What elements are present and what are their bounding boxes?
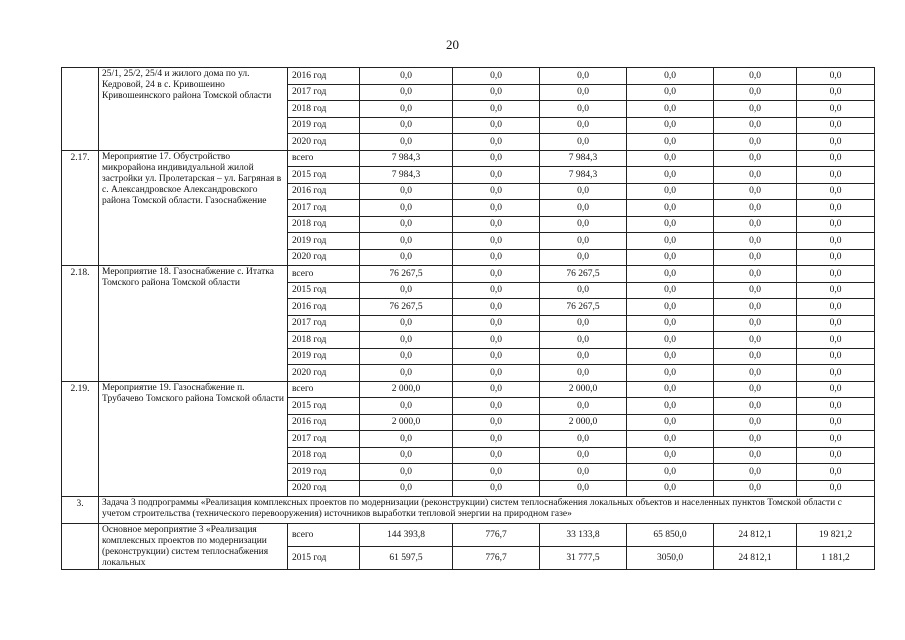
value-cell: 0,0 <box>627 233 714 250</box>
value-cell: 0,0 <box>627 150 714 167</box>
value-cell: 0,0 <box>360 249 453 266</box>
value-cell: 0,0 <box>714 365 797 382</box>
funding-table <box>61 67 875 570</box>
value-cell: 0,0 <box>540 68 627 85</box>
period-label: 2017 год <box>288 84 360 101</box>
item-number <box>62 68 99 151</box>
value-cell: 0,0 <box>797 266 875 283</box>
value-cell: 0,0 <box>627 68 714 85</box>
value-cell: 2 000,0 <box>360 381 453 398</box>
value-cell: 0,0 <box>714 315 797 332</box>
value-cell: 19 821,2 <box>797 524 875 547</box>
value-cell: 0,0 <box>540 365 627 382</box>
value-cell: 0,0 <box>453 381 540 398</box>
period-label: 2019 год <box>288 233 360 250</box>
value-cell: 0,0 <box>360 117 453 134</box>
value-cell: 33 133,8 <box>540 524 627 547</box>
value-cell: 0,0 <box>797 431 875 448</box>
value-cell: 0,0 <box>627 200 714 217</box>
value-cell: 0,0 <box>360 315 453 332</box>
value-cell: 0,0 <box>540 216 627 233</box>
item-number: 2.18. <box>62 266 99 382</box>
value-cell: 0,0 <box>627 216 714 233</box>
value-cell: 0,0 <box>453 183 540 200</box>
value-cell: 0,0 <box>540 464 627 481</box>
value-cell: 0,0 <box>627 134 714 151</box>
value-cell: 0,0 <box>797 464 875 481</box>
value-cell: 0,0 <box>453 464 540 481</box>
value-cell: 0,0 <box>360 68 453 85</box>
value-cell: 0,0 <box>714 134 797 151</box>
item-number: 2.19. <box>62 381 99 497</box>
value-cell: 0,0 <box>714 167 797 184</box>
value-cell: 0,0 <box>540 249 627 266</box>
period-label: 2018 год <box>288 447 360 464</box>
value-cell: 0,0 <box>627 480 714 497</box>
value-cell: 0,0 <box>627 266 714 283</box>
value-cell: 0,0 <box>714 216 797 233</box>
value-cell: 0,0 <box>627 315 714 332</box>
value-cell: 0,0 <box>797 68 875 85</box>
value-cell: 0,0 <box>453 266 540 283</box>
value-cell: 0,0 <box>627 348 714 365</box>
period-label: 2018 год <box>288 216 360 233</box>
period-label: 2020 год <box>288 134 360 151</box>
period-label: всего <box>288 266 360 283</box>
value-cell: 0,0 <box>714 414 797 431</box>
value-cell: 0,0 <box>627 84 714 101</box>
value-cell: 0,0 <box>714 447 797 464</box>
period-label: 2017 год <box>288 315 360 332</box>
value-cell: 0,0 <box>797 134 875 151</box>
value-cell: 0,0 <box>714 398 797 415</box>
item-name: Мероприятие 18. Газоснабжение с. Итатка Томского района Томской области <box>99 266 288 382</box>
value-cell: 0,0 <box>453 282 540 299</box>
period-label: 2019 год <box>288 464 360 481</box>
value-cell: 0,0 <box>797 332 875 349</box>
value-cell: 0,0 <box>360 332 453 349</box>
value-cell: 0,0 <box>714 150 797 167</box>
value-cell: 0,0 <box>453 480 540 497</box>
value-cell: 0,0 <box>453 216 540 233</box>
value-cell: 2 000,0 <box>360 414 453 431</box>
value-cell: 0,0 <box>453 431 540 448</box>
item-name: Основное мероприятие 3 «Реализация комплексных проектов по модернизации (реконструкции) систем теплоснабжения локальных <box>99 524 288 570</box>
value-cell: 0,0 <box>540 315 627 332</box>
value-cell: 0,0 <box>540 332 627 349</box>
value-cell: 0,0 <box>627 398 714 415</box>
value-cell: 0,0 <box>797 348 875 365</box>
value-cell: 31 777,5 <box>540 547 627 570</box>
value-cell: 0,0 <box>360 233 453 250</box>
period-label: 2015 год <box>288 398 360 415</box>
value-cell: 0,0 <box>714 183 797 200</box>
item-name: Мероприятие 19. Газоснабжение п. Трубачево Томского района Томской области <box>99 381 288 497</box>
value-cell: 0,0 <box>360 398 453 415</box>
value-cell: 776,7 <box>453 547 540 570</box>
item-number: 2.17. <box>62 150 99 266</box>
value-cell: 0,0 <box>540 480 627 497</box>
value-cell: 0,0 <box>453 167 540 184</box>
value-cell: 0,0 <box>453 414 540 431</box>
value-cell: 7 984,3 <box>360 167 453 184</box>
value-cell: 61 597,5 <box>360 547 453 570</box>
period-label: 2016 год <box>288 299 360 316</box>
table-row <box>62 381 875 398</box>
value-cell: 0,0 <box>714 282 797 299</box>
value-cell: 144 393,8 <box>360 524 453 547</box>
value-cell: 2 000,0 <box>540 414 627 431</box>
value-cell: 0,0 <box>714 68 797 85</box>
period-label: 2018 год <box>288 101 360 118</box>
value-cell: 0,0 <box>797 101 875 118</box>
value-cell: 0,0 <box>627 381 714 398</box>
value-cell: 0,0 <box>453 68 540 85</box>
value-cell: 0,0 <box>540 117 627 134</box>
value-cell: 0,0 <box>360 200 453 217</box>
value-cell: 0,0 <box>540 282 627 299</box>
period-label: 2020 год <box>288 249 360 266</box>
period-label: всего <box>288 150 360 167</box>
value-cell: 3050,0 <box>627 547 714 570</box>
page-number: 20 <box>446 37 459 52</box>
value-cell: 0,0 <box>797 249 875 266</box>
value-cell: 0,0 <box>627 299 714 316</box>
value-cell: 0,0 <box>627 101 714 118</box>
value-cell: 76 267,5 <box>360 299 453 316</box>
period-label: 2017 год <box>288 200 360 217</box>
value-cell: 0,0 <box>797 216 875 233</box>
value-cell: 0,0 <box>714 117 797 134</box>
value-cell: 0,0 <box>453 398 540 415</box>
value-cell: 0,0 <box>714 381 797 398</box>
table-row <box>62 524 875 547</box>
value-cell: 0,0 <box>714 233 797 250</box>
value-cell: 0,0 <box>540 348 627 365</box>
value-cell: 0,0 <box>627 414 714 431</box>
value-cell: 0,0 <box>360 84 453 101</box>
value-cell: 0,0 <box>360 282 453 299</box>
value-cell: 0,0 <box>714 431 797 448</box>
value-cell: 0,0 <box>797 480 875 497</box>
value-cell: 0,0 <box>540 431 627 448</box>
value-cell: 0,0 <box>540 447 627 464</box>
period-label: 2020 год <box>288 480 360 497</box>
value-cell: 0,0 <box>360 464 453 481</box>
value-cell: 0,0 <box>540 183 627 200</box>
period-label: 2016 год <box>288 183 360 200</box>
value-cell: 0,0 <box>797 167 875 184</box>
value-cell: 0,0 <box>797 365 875 382</box>
value-cell: 0,0 <box>627 332 714 349</box>
value-cell: 0,0 <box>453 233 540 250</box>
value-cell: 0,0 <box>453 84 540 101</box>
value-cell: 0,0 <box>714 200 797 217</box>
value-cell: 65 850,0 <box>627 524 714 547</box>
value-cell: 0,0 <box>797 398 875 415</box>
value-cell: 0,0 <box>627 183 714 200</box>
period-label: 2015 год <box>288 167 360 184</box>
value-cell: 0,0 <box>714 332 797 349</box>
period-label: 2017 год <box>288 431 360 448</box>
value-cell: 0,0 <box>360 216 453 233</box>
period-label: 2020 год <box>288 365 360 382</box>
value-cell: 7 984,3 <box>540 150 627 167</box>
value-cell: 0,0 <box>453 332 540 349</box>
value-cell: 0,0 <box>627 365 714 382</box>
period-label: 2018 год <box>288 332 360 349</box>
value-cell: 0,0 <box>360 348 453 365</box>
value-cell: 24 812,1 <box>714 547 797 570</box>
value-cell: 0,0 <box>453 315 540 332</box>
value-cell: 0,0 <box>360 480 453 497</box>
value-cell: 0,0 <box>453 249 540 266</box>
value-cell: 0,0 <box>360 431 453 448</box>
value-cell: 0,0 <box>627 167 714 184</box>
period-label: 2016 год <box>288 68 360 85</box>
value-cell: 0,0 <box>360 447 453 464</box>
value-cell: 76 267,5 <box>360 266 453 283</box>
task-number: 3. <box>62 497 99 524</box>
value-cell: 0,0 <box>453 299 540 316</box>
value-cell: 0,0 <box>714 299 797 316</box>
value-cell: 0,0 <box>540 200 627 217</box>
value-cell: 1 181,2 <box>797 547 875 570</box>
value-cell: 0,0 <box>627 447 714 464</box>
value-cell: 0,0 <box>797 150 875 167</box>
item-name: Мероприятие 17. Обустройство микрорайона индивидуальной жилой застройки ул. Пролетарская – ул. Багряная в с. Александровское Александровского района Томской области. Газоснабжение <box>99 150 288 266</box>
value-cell: 0,0 <box>797 315 875 332</box>
value-cell: 0,0 <box>540 101 627 118</box>
period-label: 2019 год <box>288 348 360 365</box>
value-cell: 0,0 <box>453 200 540 217</box>
table-row <box>62 266 875 283</box>
value-cell: 0,0 <box>714 84 797 101</box>
value-cell: 7 984,3 <box>540 167 627 184</box>
task-text: Задача 3 подпрограммы «Реализация комплексных проектов по модернизации (реконструкции) систем теплоснабжения локальных объектов и населенных пунктов Томской области с учетом строительства (технического перевооружения) источников выработки тепловой энергии на природном газе» <box>99 497 875 524</box>
value-cell: 0,0 <box>797 447 875 464</box>
value-cell: 0,0 <box>453 365 540 382</box>
value-cell: 0,0 <box>540 134 627 151</box>
item-number <box>62 524 99 570</box>
period-label: всего <box>288 524 360 547</box>
value-cell: 0,0 <box>453 348 540 365</box>
value-cell: 0,0 <box>797 233 875 250</box>
value-cell: 0,0 <box>627 282 714 299</box>
value-cell: 0,0 <box>714 480 797 497</box>
item-name: 25/1, 25/2, 25/4 и жилого дома по ул. Кедровой, 24 в с. Кривошеино Кривошеинского района Томской области <box>99 68 288 151</box>
value-cell: 0,0 <box>714 266 797 283</box>
value-cell: 0,0 <box>797 299 875 316</box>
value-cell: 24 812,1 <box>714 524 797 547</box>
value-cell: 0,0 <box>797 414 875 431</box>
value-cell: 0,0 <box>797 282 875 299</box>
value-cell: 0,0 <box>540 233 627 250</box>
task-row <box>62 497 875 524</box>
table-row <box>62 68 875 85</box>
value-cell: 0,0 <box>360 101 453 118</box>
value-cell: 0,0 <box>627 249 714 266</box>
value-cell: 76 267,5 <box>540 299 627 316</box>
value-cell: 0,0 <box>540 398 627 415</box>
value-cell: 0,0 <box>360 365 453 382</box>
value-cell: 0,0 <box>797 117 875 134</box>
value-cell: 0,0 <box>360 183 453 200</box>
period-label: 2019 год <box>288 117 360 134</box>
period-label: 2015 год <box>288 282 360 299</box>
period-label: 2016 год <box>288 414 360 431</box>
value-cell: 7 984,3 <box>360 150 453 167</box>
value-cell: 0,0 <box>453 447 540 464</box>
value-cell: 0,0 <box>714 464 797 481</box>
value-cell: 76 267,5 <box>540 266 627 283</box>
value-cell: 0,0 <box>453 150 540 167</box>
value-cell: 0,0 <box>453 134 540 151</box>
value-cell: 2 000,0 <box>540 381 627 398</box>
period-label: всего <box>288 381 360 398</box>
value-cell: 0,0 <box>797 200 875 217</box>
value-cell: 0,0 <box>714 101 797 118</box>
value-cell: 0,0 <box>797 381 875 398</box>
period-label: 2015 год <box>288 547 360 570</box>
value-cell: 0,0 <box>797 84 875 101</box>
value-cell: 0,0 <box>714 348 797 365</box>
value-cell: 0,0 <box>627 464 714 481</box>
value-cell: 0,0 <box>627 431 714 448</box>
value-cell: 0,0 <box>453 117 540 134</box>
value-cell: 0,0 <box>360 134 453 151</box>
value-cell: 0,0 <box>540 84 627 101</box>
value-cell: 776,7 <box>453 524 540 547</box>
table-row <box>62 150 875 167</box>
value-cell: 0,0 <box>627 117 714 134</box>
value-cell: 0,0 <box>797 183 875 200</box>
value-cell: 0,0 <box>453 101 540 118</box>
value-cell: 0,0 <box>714 249 797 266</box>
